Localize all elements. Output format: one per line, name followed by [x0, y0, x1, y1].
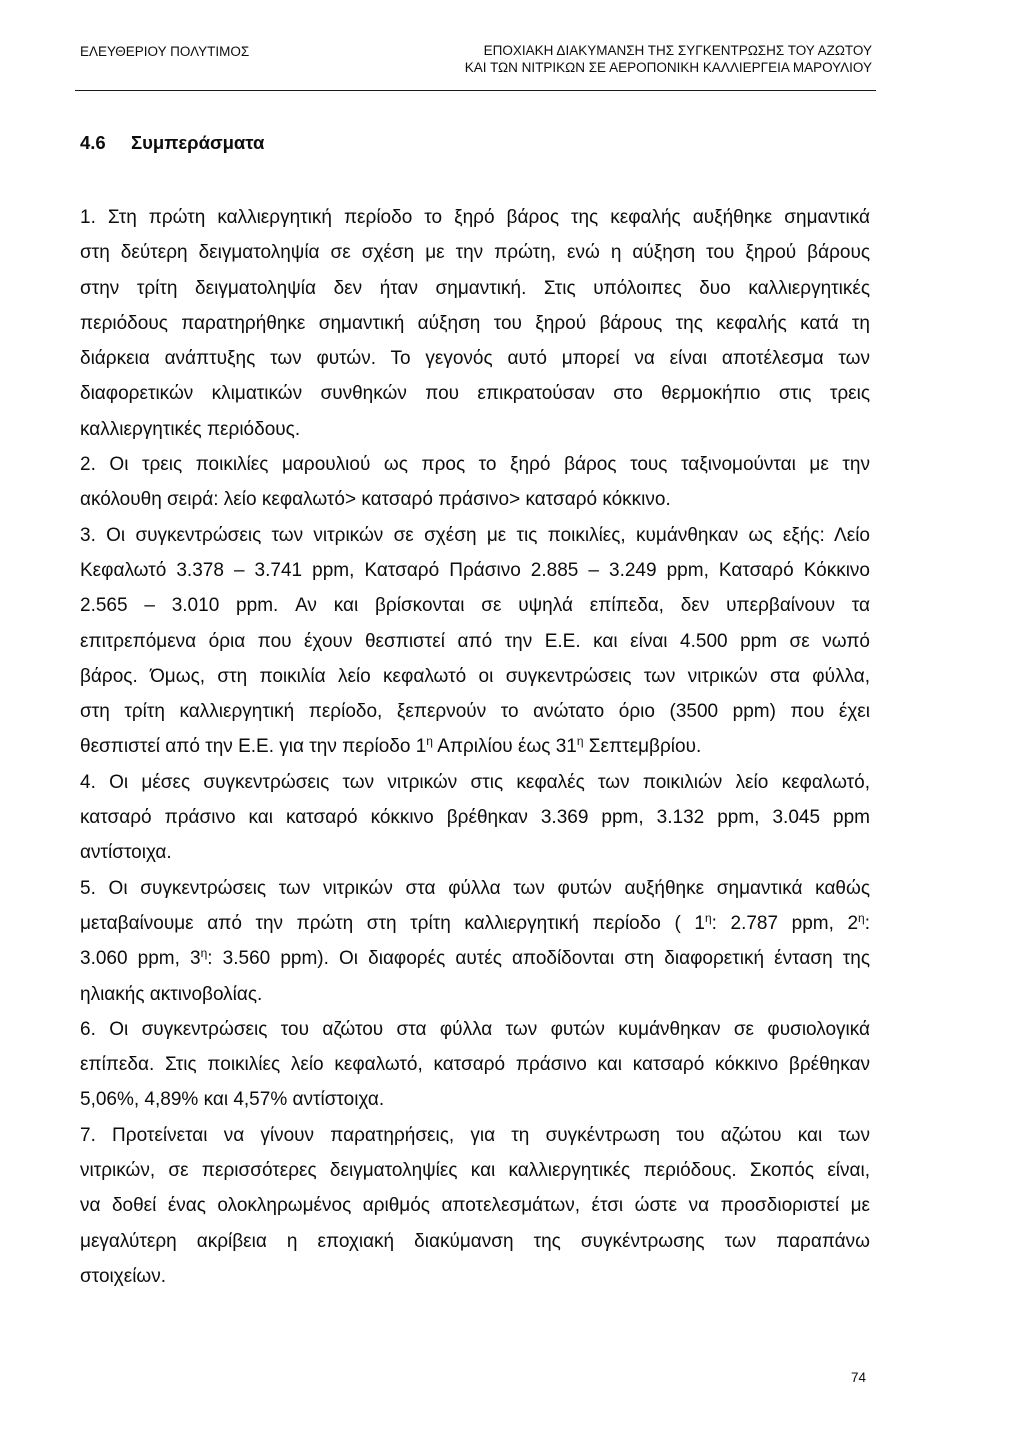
conclusion-line [80, 906, 870, 941]
conclusion-line: 5. Οι συγκεντρώσεις των νιτρικών στα φύλλα των φυτών αυξήθηκε σημαντικά καθώς [80, 877, 870, 899]
conclusion-item-1 [80, 200, 870, 447]
conclusion-line: στη τρίτη καλλιεργητική περίοδο, ξεπερνούν το ανώτατο όριο (3500 ppm) που έχει [80, 701, 870, 723]
conclusion-item-3 [80, 518, 870, 765]
header-title-line-2: ΚΑΙ ΤΩΝ ΝΙΤΡΙΚΩΝ ΣΕ ΑΕΡΟΠΟΝΙΚΗ ΚΑΛΛΙΕΡΓΕΙΑ ΜΑΡΟΥΛΙΟΥ [464, 60, 872, 75]
line-text: 3.060 ppm, 3 [80, 948, 201, 970]
conclusion-line: επιτρεπόμενα όρια που έχουν θεσπιστεί από την Ε.Ε. και είναι 4.500 ppm σε νωπό [80, 630, 870, 652]
conclusion-line: να δοθεί ένας ολοκληρωμένος αριθμός αποτελεσμάτων, έτσι ώστε να προσδιοριστεί με [80, 1195, 870, 1217]
conclusions-list [80, 200, 870, 1294]
line-text: μεταβαίνουμε από την πρώτη στη τρίτη καλλιεργητική περίοδο ( 1 [80, 912, 705, 934]
line-text: Σεπτεμβρίου. [583, 736, 702, 758]
line-text: Απριλίου έως 31 [432, 736, 577, 758]
conclusion-line: ακόλουθη σειρά: λείο κεφαλωτό> κατσαρό πράσινο> κατσαρό κόκκινο. [80, 489, 671, 511]
conclusion-line: 1. Στη πρώτη καλλιεργητική περίοδο το ξηρό βάρος της κεφαλής αυξήθηκε σημαντικά [80, 207, 870, 228]
conclusion-line: 7. Προτείνεται να γίνουν παρατηρήσεις, για τη συγκέντρωση του αζώτου και των [80, 1124, 870, 1146]
page-number: 74 [850, 1370, 866, 1385]
section-heading [80, 131, 264, 155]
conclusion-line: κατσαρό πράσινο και κατσαρό κόκκινο βρέθηκαν 3.369 ppm, 3.132 ppm, 3.045 ppm [80, 807, 870, 829]
conclusion-line [80, 729, 870, 764]
conclusion-line: 3. Οι συγκεντρώσεις των νιτρικών σε σχέση με τις ποικιλίες, κυμάνθηκαν ως εξής: Λείο [80, 524, 870, 546]
conclusion-line: στοιχείων. [80, 1265, 167, 1287]
header-rule [75, 90, 876, 91]
section-title: Συμπεράσματα [131, 132, 265, 153]
conclusion-line: 2. Οι τρεις ποικιλίες μαρουλιού ως προς το ξηρό βάρος τους ταξινομούνται με την [80, 454, 870, 476]
ordinal-superscript: η [576, 734, 584, 749]
line-text: : [864, 912, 870, 934]
line-text: : 3.560 ppm). Οι διαφορές αυτές αποδίδονται στη διαφορετική ένταση της [207, 948, 870, 970]
conclusion-line: 2.565 – 3.010 ppm. Αν και βρίσκονται σε υψηλά επίπεδα, δεν υπερβαίνουν τα [80, 595, 870, 617]
header-title [465, 42, 872, 76]
conclusion-line: διάρκεια ανάπτυξης των φυτών. Το γεγονός αυτό μπορεί να είναι αποτέλεσμα των [80, 348, 870, 370]
conclusion-line: 6. Οι συγκεντρώσεις του αζώτου στα φύλλα των φυτών κυμάνθηκαν σε φυσιολογικά [80, 1018, 870, 1040]
conclusion-line: νιτρικών, σε περισσότερες δειγματοληψίες και καλλιεργητικές περιόδους. Σκοπός είναι, [80, 1160, 870, 1182]
conclusion-line: 4. Οι μέσες συγκεντρώσεις των νιτρικών στις κεφαλές των ποικιλιών λείο κεφαλωτό, [80, 771, 870, 793]
line-text: θεσπιστεί από την Ε.Ε. για την περίοδο 1 [80, 736, 427, 758]
conclusion-line: επίπεδα. Στις ποικιλίες λείο κεφαλωτό, κατσαρό πράσινο και κατσαρό κόκκινο βρέθηκαν [80, 1054, 870, 1076]
conclusion-line [80, 941, 870, 976]
conclusion-line: ηλιακής ακτινοβολίας. [80, 983, 263, 1005]
conclusion-line: Κεφαλωτό 3.378 – 3.741 ppm, Κατσαρό Πράσινο 2.885 – 3.249 ppm, Κατσαρό Κόκκινο [80, 559, 870, 581]
conclusion-item-6 [80, 1012, 870, 1118]
header-title-line-1: ΕΠΟΧΙΑΚΗ ΔΙΑΚΥΜΑΝΣΗ ΤΗΣ ΣΥΓΚΕΝΤΡΩΣΗΣ ΤΟΥ ΑΖΩΤΟΥ [483, 43, 872, 58]
conclusion-item-7 [80, 1118, 870, 1294]
ordinal-superscript: η [426, 734, 433, 749]
section-number: 4.6 [80, 132, 106, 153]
conclusion-item-4 [80, 765, 870, 871]
conclusion-line: βάρος. Όμως, στη ποικιλία λείο κεφαλωτό οι συγκεντρώσεις των νιτρικών στα φύλλα, [80, 665, 870, 687]
ordinal-superscript: η [858, 910, 865, 925]
line-text: : 2.787 ppm, 2 [711, 912, 859, 934]
conclusion-item-2 [80, 447, 870, 518]
conclusion-line: μεγαλύτερη ακρίβεια η εποχιακή διακύμανση της συγκέντρωσης των παραπάνω [80, 1230, 870, 1252]
ordinal-superscript: η [704, 910, 712, 925]
ordinal-superscript: η [200, 946, 208, 961]
conclusion-line: αντίστοιχα. [80, 842, 172, 864]
conclusion-line: καλλιεργητικές περιόδους. [80, 418, 301, 440]
conclusion-line: περιόδους παρατηρήθηκε σημαντική αύξηση του ξηρού βάρους της κεφαλής κατά τη [80, 312, 870, 334]
conclusion-line: διαφορετικών κλιματικών συνθηκών που επικρατούσαν στο θερμοκήπιο στις τρεις [80, 383, 870, 405]
conclusion-line: 5,06%, 4,89% και 4,57% αντίστοιχα. [80, 1089, 385, 1111]
conclusion-item-5 [80, 871, 870, 1012]
header-author: ΕΛΕΥΘΕΡΙΟΥ ΠΟΛΥΤΙΜΟΣ [80, 44, 250, 59]
conclusion-line: στη δεύτερη δειγματοληψία σε σχέση με την πρώτη, ενώ η αύξηση του ξηρού βάρους [80, 242, 870, 264]
conclusion-line: στην τρίτη δειγματοληψία δεν ήταν σημαντική. Στις υπόλοιπες δυο καλλιεργητικές [80, 277, 870, 299]
